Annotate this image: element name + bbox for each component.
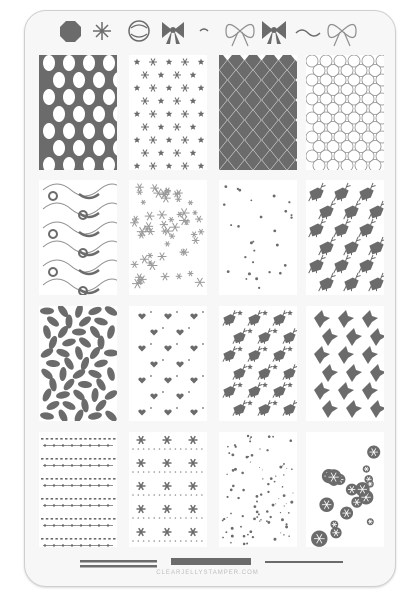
small-mark-icon (200, 29, 208, 31)
tile-speckles (219, 432, 297, 547)
tile-snowflake-cluster (129, 180, 207, 295)
bow-icon-2 (262, 21, 286, 44)
brand-text: CLEARJELLYSTAMPER.COM (156, 570, 259, 576)
tile-snowflakes-stars (129, 55, 207, 170)
tile-hearts-dots (129, 306, 207, 421)
bar-right (265, 561, 343, 563)
tile-scattered-dots (219, 180, 297, 295)
bottom-bars (80, 558, 343, 568)
tile-snowflake-rows (129, 432, 207, 547)
bar-middle (171, 558, 251, 565)
octagon-seal-icon (60, 21, 81, 42)
tile-stitch-lines (39, 432, 117, 547)
tile-harlequin (39, 55, 125, 173)
top-icons (60, 21, 356, 46)
tile-swirls (39, 180, 123, 295)
pattern-grid (39, 50, 388, 547)
tile-reindeer (306, 180, 386, 295)
tile-reindeer-stars (219, 306, 303, 421)
bow-icon (162, 22, 184, 44)
bar-left-bottom (80, 565, 157, 568)
tile-holly-leaves (39, 303, 119, 424)
sparkle-star-icon (93, 22, 111, 40)
ornament-ball-icon (129, 21, 149, 41)
tile-reindeer-rows (306, 306, 386, 421)
tile-fishscale-outline (306, 55, 388, 172)
bow-outline-icon (226, 25, 254, 47)
bow-outline-icon-2 (328, 25, 356, 47)
tile-diamond-check (211, 50, 304, 180)
tile-snowflake-bubbles (306, 432, 384, 547)
small-swirl-icon (296, 30, 320, 36)
bar-left-top (80, 560, 157, 563)
